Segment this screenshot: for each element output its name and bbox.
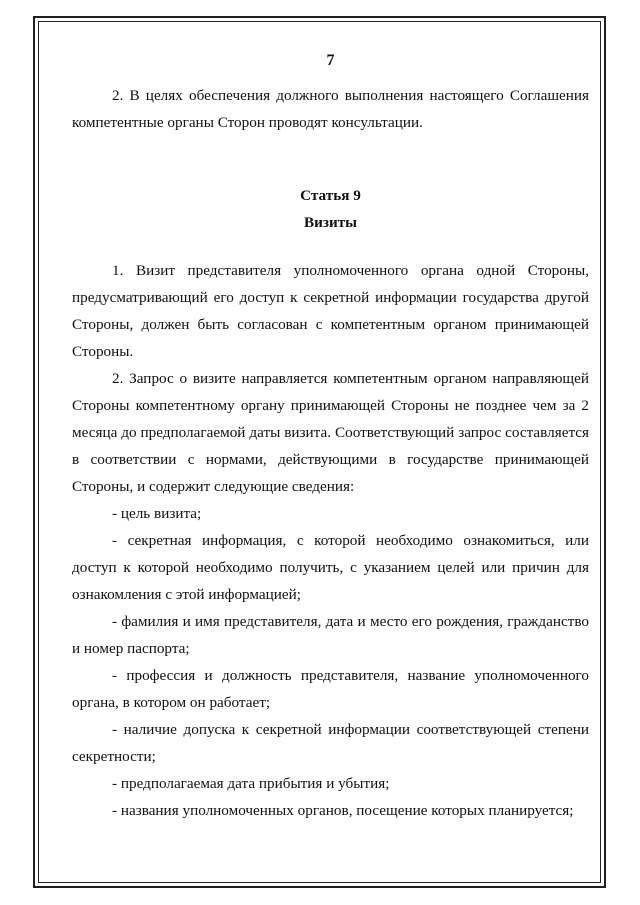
list-item: - секретная информация, с которой необходимо ознакомиться, или доступ к которой необходимо получить, с указанием целей или причин для ознакомления с этой информацией;	[72, 532, 589, 603]
list-item: - наличие допуска к секретной информации соответствующей степени секретности;	[72, 721, 589, 765]
list-item: - фамилия и имя представителя, дата и место его рождения, гражданство и номер паспорта;	[72, 613, 589, 657]
article-number-heading: Статья 9	[300, 187, 361, 204]
list-item: - профессия и должность представителя, название уполномоченного органа, в котором он работает;	[72, 667, 589, 711]
list-item: - предполагаемая дата прибытия и убытия;	[112, 775, 390, 792]
article-paragraph-2: 2. Запрос о визите направляется компетентным органом направляющей Стороны компетентному органу принимающей Стороны не позднее чем за 2 месяца до предполагаемой даты визита. Соответствующий запрос составляется в соответствии с нормами, действующими в государстве принимающей Стороны, и содержит следующие сведения:	[72, 370, 589, 495]
article-title-heading: Визиты	[303, 214, 358, 231]
article-paragraph-1: 1. Визит представителя уполномоченного органа одной Стороны, предусматривающий его доступ к секретной информации государства другой Стороны, должен быть согласован с компетентным органом принимающей Стороны.	[72, 262, 589, 360]
list-item: - названия уполномоченных органов, посещение которых планируется;	[112, 802, 574, 819]
spacer	[72, 136, 589, 182]
page-content	[72, 50, 589, 824]
page-number: 7	[326, 52, 335, 69]
intro-paragraph: 2. В целях обеспечения должного выполнения настоящего Соглашения компетентные органы Сторон проводят консультации.	[72, 87, 589, 131]
list-item: - цель визита;	[112, 505, 202, 522]
spacer	[72, 236, 589, 257]
